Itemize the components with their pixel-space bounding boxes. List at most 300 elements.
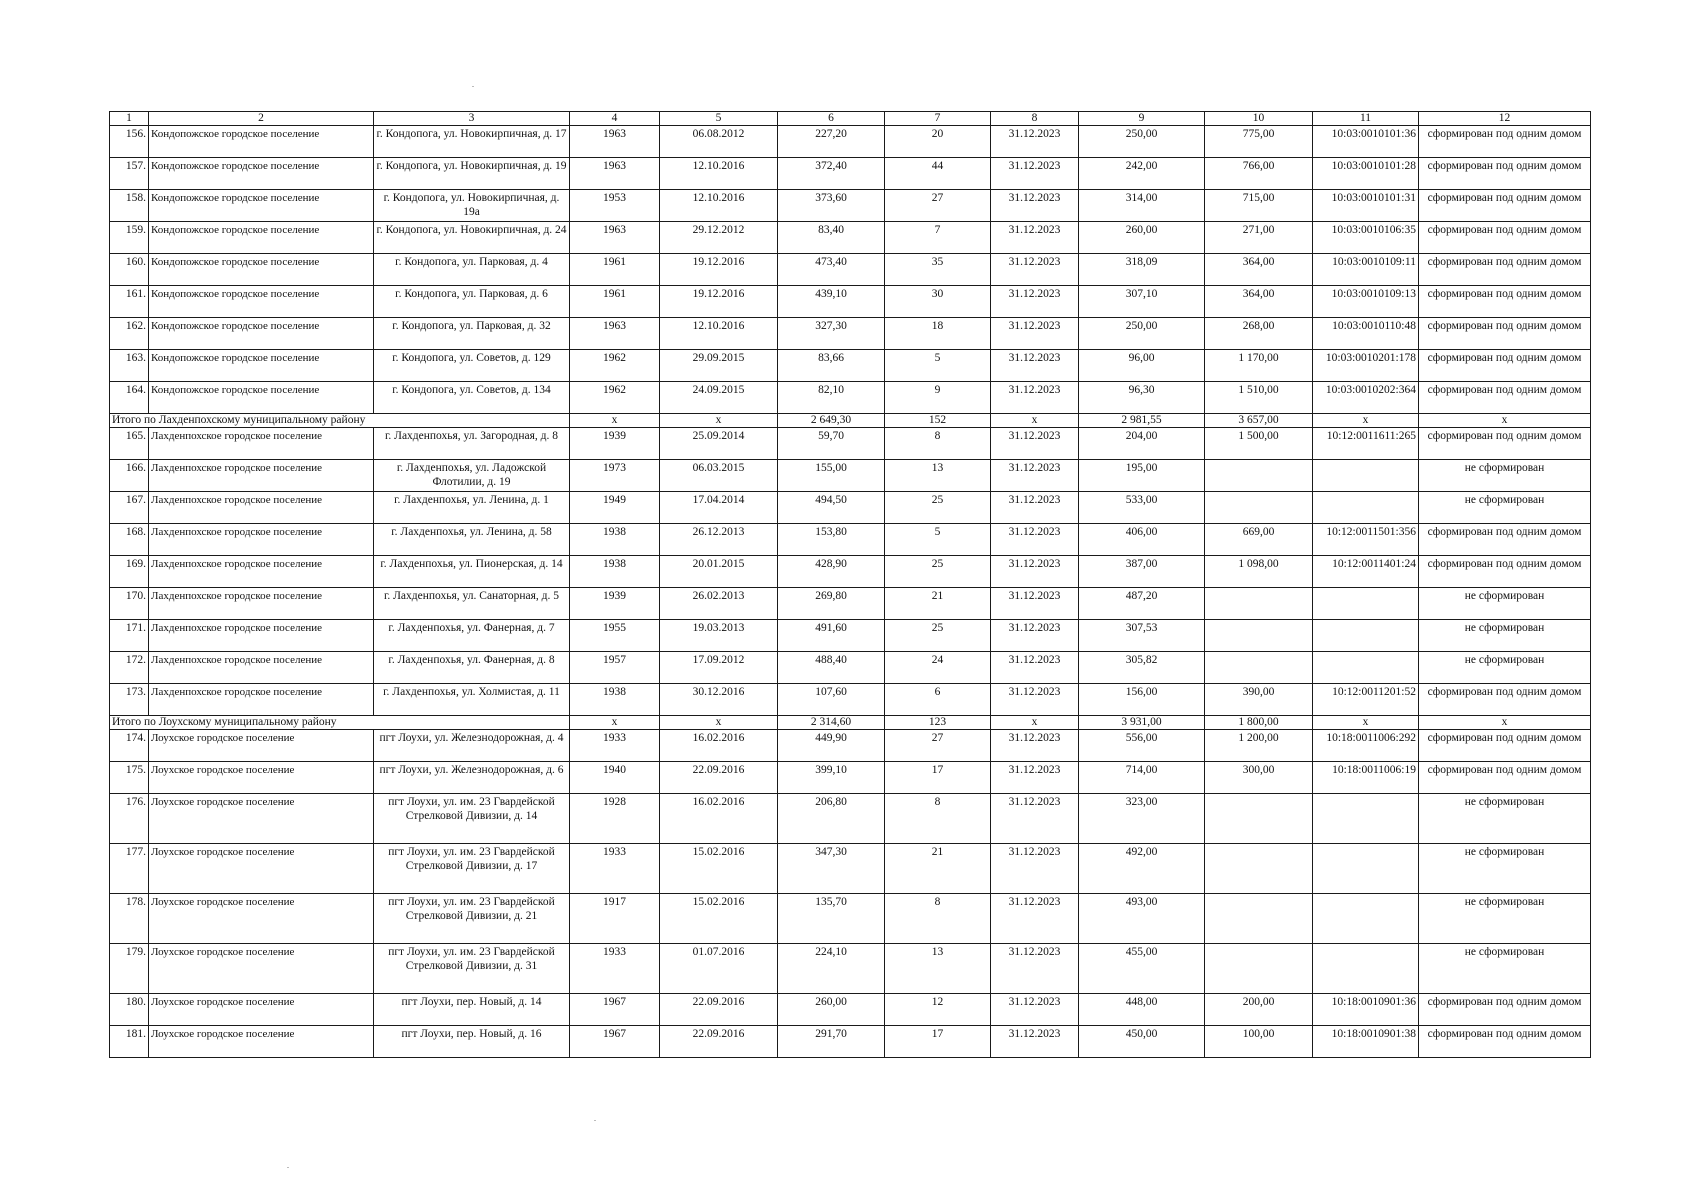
table-row — [110, 794, 1591, 844]
residents-cell: 25 — [885, 556, 991, 588]
date-cell: 24.09.2015 — [660, 382, 778, 414]
area-cell: 399,10 — [778, 762, 885, 794]
deadline-cell: 31.12.2023 — [991, 428, 1079, 460]
plot-area-cell — [1205, 620, 1313, 652]
plot-status-cell: сформирован под одним домом — [1419, 286, 1591, 318]
plot-status-cell: не сформирован — [1419, 460, 1591, 492]
value-cell: 307,53 — [1079, 620, 1205, 652]
date-cell: 15.02.2016 — [660, 844, 778, 894]
cadastral-number-cell: 10:03:0010106:35 — [1313, 222, 1419, 254]
plot-area-cell — [1205, 844, 1313, 894]
plot-area-cell: 669,00 — [1205, 524, 1313, 556]
row-number-cell: 168. — [110, 524, 149, 556]
date-cell: 26.12.2013 — [660, 524, 778, 556]
area-cell: 224,10 — [778, 944, 885, 994]
value-cell: 3 931,00 — [1079, 716, 1205, 730]
value-cell: 318,09 — [1079, 254, 1205, 286]
deadline-cell: 31.12.2023 — [991, 894, 1079, 944]
cadastral-number-cell: 10:12:0011201:52 — [1313, 684, 1419, 716]
plot-status-cell: сформирован под одним домом — [1419, 350, 1591, 382]
residents-cell: 44 — [885, 158, 991, 190]
column-number: 10 — [1205, 112, 1313, 126]
residents-cell: 123 — [885, 716, 991, 730]
plot-status-cell: сформирован под одним домом — [1419, 730, 1591, 762]
municipality-cell: Лахденпохское городское поселение — [149, 620, 374, 652]
residents-cell: 6 — [885, 684, 991, 716]
value-cell: 195,00 — [1079, 460, 1205, 492]
row-number-cell: 158. — [110, 190, 149, 222]
area-cell: 206,80 — [778, 794, 885, 844]
cadastral-number-cell — [1313, 588, 1419, 620]
address-cell: г. Лахденпохья, ул. Холмистая, д. 11 — [374, 684, 570, 716]
address-cell: г. Кондопога, ул. Парковая, д. 32 — [374, 318, 570, 350]
build-year-cell: 1963 — [570, 222, 660, 254]
row-number-cell: 157. — [110, 158, 149, 190]
table-row — [110, 126, 1591, 158]
plot-status-cell: не сформирован — [1419, 944, 1591, 994]
plot-status-cell: сформирован под одним домом — [1419, 762, 1591, 794]
column-number: 2 — [149, 112, 374, 126]
address-cell: г. Лахденпохья, ул. Санаторная, д. 5 — [374, 588, 570, 620]
date-cell: 22.09.2016 — [660, 1026, 778, 1058]
table-row — [110, 620, 1591, 652]
cadastral-number-cell — [1313, 844, 1419, 894]
area-cell: 83,40 — [778, 222, 885, 254]
deadline-cell: 31.12.2023 — [991, 350, 1079, 382]
residents-cell: 25 — [885, 492, 991, 524]
residents-cell: 24 — [885, 652, 991, 684]
column-number: 7 — [885, 112, 991, 126]
date-cell: 19.12.2016 — [660, 254, 778, 286]
deadline-cell: 31.12.2023 — [991, 318, 1079, 350]
deadline-cell: 31.12.2023 — [991, 190, 1079, 222]
area-cell: 155,00 — [778, 460, 885, 492]
deadline-cell: 31.12.2023 — [991, 944, 1079, 994]
value-cell: 156,00 — [1079, 684, 1205, 716]
municipality-cell: Лоухское городское поселение — [149, 994, 374, 1026]
row-number-cell: 167. — [110, 492, 149, 524]
date-cell: 29.12.2012 — [660, 222, 778, 254]
plot-status-cell: не сформирован — [1419, 588, 1591, 620]
table-row — [110, 844, 1591, 894]
build-year-cell: x — [570, 716, 660, 730]
plot-status-cell: не сформирован — [1419, 492, 1591, 524]
residents-cell: 30 — [885, 286, 991, 318]
date-cell: 29.09.2015 — [660, 350, 778, 382]
cadastral-number-cell — [1313, 460, 1419, 492]
address-cell: пгт Лоухи, ул. им. 23 Гвардейской Стрелковой Дивизии, д. 21 — [374, 894, 570, 944]
build-year-cell: 1967 — [570, 1026, 660, 1058]
area-cell: 107,60 — [778, 684, 885, 716]
district-total-label: Итого по Лоухскому муниципальному району — [110, 716, 570, 730]
build-year-cell: 1967 — [570, 994, 660, 1026]
deadline-cell: 31.12.2023 — [991, 556, 1079, 588]
plot-area-cell: 364,00 — [1205, 254, 1313, 286]
date-cell: 16.02.2016 — [660, 730, 778, 762]
date-cell: 25.09.2014 — [660, 428, 778, 460]
build-year-cell: 1939 — [570, 428, 660, 460]
build-year-cell: 1953 — [570, 190, 660, 222]
residents-cell: 12 — [885, 994, 991, 1026]
municipality-cell: Кондопожское городское поселение — [149, 158, 374, 190]
deadline-cell: 31.12.2023 — [991, 492, 1079, 524]
municipality-cell: Лахденпохское городское поселение — [149, 652, 374, 684]
table-row — [110, 460, 1591, 492]
municipality-cell: Кондопожское городское поселение — [149, 350, 374, 382]
deadline-cell: 31.12.2023 — [991, 254, 1079, 286]
area-cell: 428,90 — [778, 556, 885, 588]
plot-status-cell: не сформирован — [1419, 894, 1591, 944]
municipality-cell: Кондопожское городское поселение — [149, 254, 374, 286]
cadastral-number-cell: 10:03:0010202:364 — [1313, 382, 1419, 414]
address-cell: г. Лахденпохья, ул. Ленина, д. 58 — [374, 524, 570, 556]
date-cell: 17.09.2012 — [660, 652, 778, 684]
deadline-cell: 31.12.2023 — [991, 158, 1079, 190]
value-cell: 714,00 — [1079, 762, 1205, 794]
district-total-row — [110, 716, 1591, 730]
municipality-cell: Кондопожское городское поселение — [149, 382, 374, 414]
address-cell: г. Кондопога, ул. Парковая, д. 6 — [374, 286, 570, 318]
row-number-cell: 159. — [110, 222, 149, 254]
date-cell: 26.02.2013 — [660, 588, 778, 620]
cadastral-number-cell: 10:12:0011501:356 — [1313, 524, 1419, 556]
plot-area-cell — [1205, 492, 1313, 524]
municipality-cell: Лоухское городское поселение — [149, 1026, 374, 1058]
table-row — [110, 286, 1591, 318]
municipality-cell: Кондопожское городское поселение — [149, 126, 374, 158]
column-number: 1 — [110, 112, 149, 126]
address-cell: пгт Лоухи, пер. Новый, д. 14 — [374, 994, 570, 1026]
address-cell: г. Кондопога, ул. Новокирпичная, д. 19 — [374, 158, 570, 190]
plot-status-cell: x — [1419, 716, 1591, 730]
row-number-cell: 166. — [110, 460, 149, 492]
date-cell: 22.09.2016 — [660, 762, 778, 794]
date-cell: 30.12.2016 — [660, 684, 778, 716]
plot-area-cell — [1205, 794, 1313, 844]
area-cell: 327,30 — [778, 318, 885, 350]
row-number-cell: 169. — [110, 556, 149, 588]
municipality-cell: Лоухское городское поселение — [149, 894, 374, 944]
cadastral-number-cell: 10:18:0010901:36 — [1313, 994, 1419, 1026]
plot-status-cell: сформирован под одним домом — [1419, 190, 1591, 222]
table-row — [110, 994, 1591, 1026]
cadastral-number-cell: 10:03:0010101:31 — [1313, 190, 1419, 222]
deadline-cell: 31.12.2023 — [991, 762, 1079, 794]
table-row — [110, 730, 1591, 762]
cadastral-number-cell: 10:03:0010101:36 — [1313, 126, 1419, 158]
build-year-cell: 1963 — [570, 158, 660, 190]
area-cell: 269,80 — [778, 588, 885, 620]
deadline-cell: 31.12.2023 — [991, 286, 1079, 318]
table-row — [110, 894, 1591, 944]
housing-register-table — [109, 111, 1591, 1058]
deadline-cell: 31.12.2023 — [991, 126, 1079, 158]
deadline-cell: 31.12.2023 — [991, 730, 1079, 762]
address-cell: г. Лахденпохья, ул. Загородная, д. 8 — [374, 428, 570, 460]
municipality-cell: Лахденпохское городское поселение — [149, 588, 374, 620]
plot-area-cell: 1 170,00 — [1205, 350, 1313, 382]
deadline-cell: 31.12.2023 — [991, 588, 1079, 620]
date-cell: 22.09.2016 — [660, 994, 778, 1026]
value-cell: 492,00 — [1079, 844, 1205, 894]
table-row — [110, 382, 1591, 414]
address-cell: пгт Лоухи, ул. Железнодорожная, д. 6 — [374, 762, 570, 794]
municipality-cell: Лоухское городское поселение — [149, 730, 374, 762]
value-cell: 448,00 — [1079, 994, 1205, 1026]
date-cell: 12.10.2016 — [660, 158, 778, 190]
column-number-row — [110, 112, 1591, 126]
row-number-cell: 179. — [110, 944, 149, 994]
row-number-cell: 181. — [110, 1026, 149, 1058]
value-cell: 450,00 — [1079, 1026, 1205, 1058]
deadline-cell: 31.12.2023 — [991, 994, 1079, 1026]
deadline-cell: 31.12.2023 — [991, 620, 1079, 652]
plot-status-cell: сформирован под одним домом — [1419, 524, 1591, 556]
residents-cell: 8 — [885, 894, 991, 944]
value-cell: 242,00 — [1079, 158, 1205, 190]
area-cell: 439,10 — [778, 286, 885, 318]
municipality-cell: Лахденпохское городское поселение — [149, 524, 374, 556]
value-cell: 556,00 — [1079, 730, 1205, 762]
area-cell: 82,10 — [778, 382, 885, 414]
address-cell: г. Кондопога, ул. Новокирпичная, д. 24 — [374, 222, 570, 254]
row-number-cell: 162. — [110, 318, 149, 350]
residents-cell: 27 — [885, 190, 991, 222]
plot-area-cell — [1205, 894, 1313, 944]
date-cell: x — [660, 716, 778, 730]
table-row — [110, 524, 1591, 556]
plot-status-cell: не сформирован — [1419, 794, 1591, 844]
table-row — [110, 684, 1591, 716]
address-cell: пгт Лоухи, ул. им. 23 Гвардейской Стрелковой Дивизии, д. 31 — [374, 944, 570, 994]
row-number-cell: 161. — [110, 286, 149, 318]
value-cell: 250,00 — [1079, 318, 1205, 350]
deadline-cell: 31.12.2023 — [991, 794, 1079, 844]
build-year-cell: 1957 — [570, 652, 660, 684]
municipality-cell: Кондопожское городское поселение — [149, 318, 374, 350]
address-cell: г. Лахденпохья, ул. Фанерная, д. 7 — [374, 620, 570, 652]
value-cell: 323,00 — [1079, 794, 1205, 844]
area-cell: 291,70 — [778, 1026, 885, 1058]
area-cell: 227,20 — [778, 126, 885, 158]
municipality-cell: Лоухское городское поселение — [149, 762, 374, 794]
cadastral-number-cell — [1313, 794, 1419, 844]
municipality-cell: Кондопожское городское поселение — [149, 222, 374, 254]
residents-cell: 21 — [885, 588, 991, 620]
plot-status-cell: сформирован под одним домом — [1419, 428, 1591, 460]
scan-speck — [594, 1120, 596, 1121]
address-cell: пгт Лоухи, ул. им. 23 Гвардейской Стрелковой Дивизии, д. 14 — [374, 794, 570, 844]
value-cell: 96,30 — [1079, 382, 1205, 414]
cadastral-number-cell: x — [1313, 716, 1419, 730]
build-year-cell: 1933 — [570, 730, 660, 762]
cadastral-number-cell: 10:18:0010901:38 — [1313, 1026, 1419, 1058]
column-number: 4 — [570, 112, 660, 126]
table-row — [110, 492, 1591, 524]
column-number: 12 — [1419, 112, 1591, 126]
area-cell: 59,70 — [778, 428, 885, 460]
plot-area-cell: 390,00 — [1205, 684, 1313, 716]
cadastral-number-cell — [1313, 944, 1419, 994]
table-row — [110, 588, 1591, 620]
value-cell: 493,00 — [1079, 894, 1205, 944]
column-number: 11 — [1313, 112, 1419, 126]
value-cell: 406,00 — [1079, 524, 1205, 556]
cadastral-number-cell: x — [1313, 414, 1419, 428]
value-cell: 260,00 — [1079, 222, 1205, 254]
table-row — [110, 428, 1591, 460]
residents-cell: 5 — [885, 350, 991, 382]
residents-cell: 13 — [885, 460, 991, 492]
value-cell: 314,00 — [1079, 190, 1205, 222]
build-year-cell: 1949 — [570, 492, 660, 524]
date-cell: 19.12.2016 — [660, 286, 778, 318]
table-body — [110, 112, 1591, 1058]
plot-area-cell — [1205, 652, 1313, 684]
plot-area-cell: 1 510,00 — [1205, 382, 1313, 414]
cadastral-number-cell — [1313, 620, 1419, 652]
row-number-cell: 171. — [110, 620, 149, 652]
residents-cell: 13 — [885, 944, 991, 994]
plot-area-cell — [1205, 944, 1313, 994]
plot-status-cell: сформирован под одним домом — [1419, 158, 1591, 190]
table-row — [110, 158, 1591, 190]
build-year-cell: 1955 — [570, 620, 660, 652]
plot-status-cell: сформирован под одним домом — [1419, 254, 1591, 286]
address-cell: пгт Лоухи, пер. Новый, д. 16 — [374, 1026, 570, 1058]
plot-status-cell: не сформирован — [1419, 844, 1591, 894]
plot-status-cell: сформирован под одним домом — [1419, 684, 1591, 716]
area-cell: 2 314,60 — [778, 716, 885, 730]
area-cell: 488,40 — [778, 652, 885, 684]
municipality-cell: Лахденпохское городское поселение — [149, 460, 374, 492]
deadline-cell: 31.12.2023 — [991, 1026, 1079, 1058]
date-cell: 20.01.2015 — [660, 556, 778, 588]
build-year-cell: 1933 — [570, 944, 660, 994]
address-cell: г. Кондопога, ул. Советов, д. 129 — [374, 350, 570, 382]
plot-area-cell: 271,00 — [1205, 222, 1313, 254]
residents-cell: 35 — [885, 254, 991, 286]
value-cell: 307,10 — [1079, 286, 1205, 318]
area-cell: 372,40 — [778, 158, 885, 190]
area-cell: 491,60 — [778, 620, 885, 652]
cadastral-number-cell: 10:03:0010109:13 — [1313, 286, 1419, 318]
plot-area-cell — [1205, 460, 1313, 492]
build-year-cell: 1938 — [570, 524, 660, 556]
plot-status-cell: не сформирован — [1419, 620, 1591, 652]
area-cell: 347,30 — [778, 844, 885, 894]
row-number-cell: 177. — [110, 844, 149, 894]
plot-status-cell: не сформирован — [1419, 652, 1591, 684]
area-cell: 2 649,30 — [778, 414, 885, 428]
plot-status-cell: сформирован под одним домом — [1419, 1026, 1591, 1058]
municipality-cell: Лахденпохское городское поселение — [149, 428, 374, 460]
plot-area-cell: 1 200,00 — [1205, 730, 1313, 762]
plot-area-cell: 100,00 — [1205, 1026, 1313, 1058]
date-cell: 01.07.2016 — [660, 944, 778, 994]
value-cell: 96,00 — [1079, 350, 1205, 382]
residents-cell: 25 — [885, 620, 991, 652]
plot-area-cell: 775,00 — [1205, 126, 1313, 158]
residents-cell: 21 — [885, 844, 991, 894]
table-row — [110, 556, 1591, 588]
address-cell: г. Лахденпохья, ул. Фанерная, д. 8 — [374, 652, 570, 684]
municipality-cell: Лахденпохское городское поселение — [149, 492, 374, 524]
address-cell: г. Кондопога, ул. Новокирпичная, д. 19а — [374, 190, 570, 222]
build-year-cell: 1939 — [570, 588, 660, 620]
plot-status-cell: сформирован под одним домом — [1419, 556, 1591, 588]
table-row — [110, 762, 1591, 794]
build-year-cell: 1973 — [570, 460, 660, 492]
residents-cell: 8 — [885, 794, 991, 844]
plot-area-cell — [1205, 588, 1313, 620]
date-cell: 17.04.2014 — [660, 492, 778, 524]
row-number-cell: 173. — [110, 684, 149, 716]
residents-cell: 27 — [885, 730, 991, 762]
build-year-cell: 1938 — [570, 684, 660, 716]
row-number-cell: 175. — [110, 762, 149, 794]
date-cell: 06.08.2012 — [660, 126, 778, 158]
value-cell: 387,00 — [1079, 556, 1205, 588]
build-year-cell: 1961 — [570, 254, 660, 286]
plot-area-cell: 200,00 — [1205, 994, 1313, 1026]
deadline-cell: 31.12.2023 — [991, 652, 1079, 684]
deadline-cell: 31.12.2023 — [991, 524, 1079, 556]
column-number: 5 — [660, 112, 778, 126]
row-number-cell: 163. — [110, 350, 149, 382]
residents-cell: 152 — [885, 414, 991, 428]
deadline-cell: 31.12.2023 — [991, 222, 1079, 254]
table-row — [110, 190, 1591, 222]
address-cell: пгт Лоухи, ул. Железнодорожная, д. 4 — [374, 730, 570, 762]
deadline-cell: x — [991, 716, 1079, 730]
row-number-cell: 165. — [110, 428, 149, 460]
row-number-cell: 164. — [110, 382, 149, 414]
row-number-cell: 160. — [110, 254, 149, 286]
date-cell: 12.10.2016 — [660, 190, 778, 222]
municipality-cell: Лоухское городское поселение — [149, 794, 374, 844]
build-year-cell: 1963 — [570, 318, 660, 350]
table-row — [110, 222, 1591, 254]
row-number-cell: 176. — [110, 794, 149, 844]
scan-speck — [472, 86, 474, 87]
residents-cell: 8 — [885, 428, 991, 460]
plot-status-cell: сформирован под одним домом — [1419, 994, 1591, 1026]
build-year-cell: 1940 — [570, 762, 660, 794]
municipality-cell: Кондопожское городское поселение — [149, 190, 374, 222]
address-cell: г. Кондопога, ул. Парковая, д. 4 — [374, 254, 570, 286]
date-cell: 12.10.2016 — [660, 318, 778, 350]
cadastral-number-cell: 10:12:0011611:265 — [1313, 428, 1419, 460]
value-cell: 533,00 — [1079, 492, 1205, 524]
residents-cell: 9 — [885, 382, 991, 414]
column-number: 3 — [374, 112, 570, 126]
cadastral-number-cell — [1313, 492, 1419, 524]
value-cell: 487,20 — [1079, 588, 1205, 620]
plot-status-cell: сформирован под одним домом — [1419, 318, 1591, 350]
deadline-cell: x — [991, 414, 1079, 428]
address-cell: г. Лахденпохья, ул. Ленина, д. 1 — [374, 492, 570, 524]
residents-cell: 7 — [885, 222, 991, 254]
build-year-cell: 1938 — [570, 556, 660, 588]
deadline-cell: 31.12.2023 — [991, 460, 1079, 492]
cadastral-number-cell: 10:03:0010101:28 — [1313, 158, 1419, 190]
area-cell: 449,90 — [778, 730, 885, 762]
deadline-cell: 31.12.2023 — [991, 844, 1079, 894]
district-total-label: Итого по Лахденпохскому муниципальному району — [110, 414, 570, 428]
build-year-cell: 1933 — [570, 844, 660, 894]
row-number-cell: 178. — [110, 894, 149, 944]
